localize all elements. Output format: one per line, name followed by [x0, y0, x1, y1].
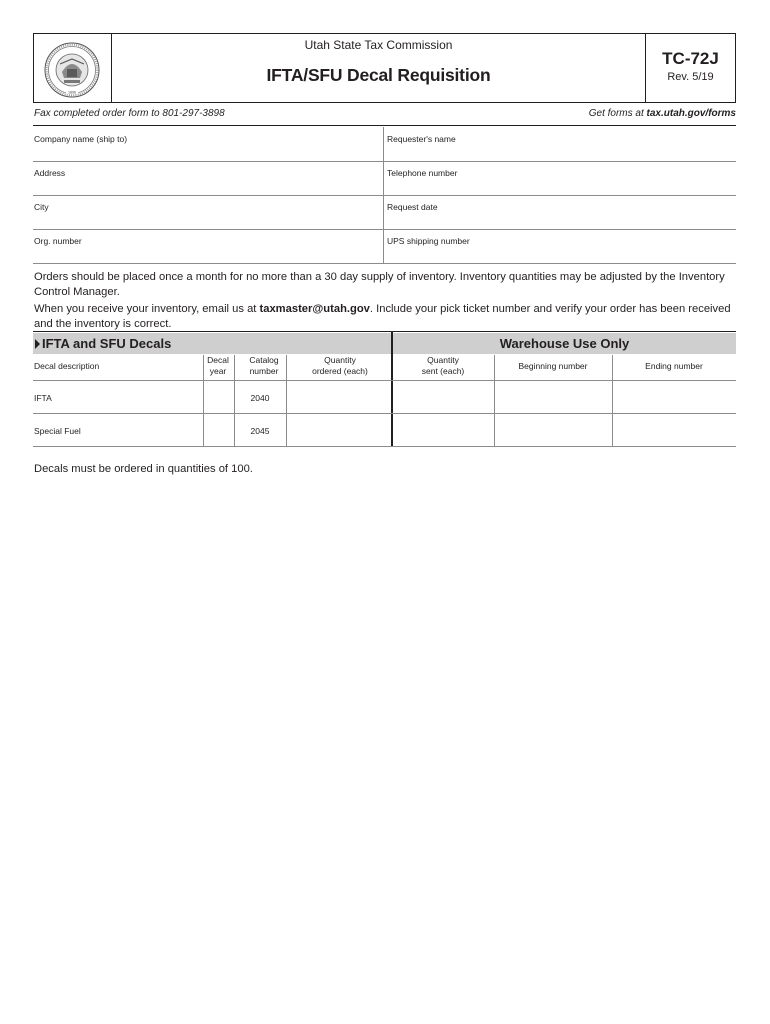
ifta-qty-ordered-input[interactable]: [287, 381, 391, 413]
form-title: IFTA/SFU Decal Requisition: [266, 65, 491, 85]
col-header-decal-year-line1: Decal: [207, 355, 229, 365]
col-header-beginning: Beginning number: [518, 361, 588, 371]
form-header: [33, 33, 736, 103]
col-header-decal-year: [203, 355, 233, 377]
decals-section-header: [33, 333, 391, 354]
company-name-field[interactable]: Company name (ship to): [34, 134, 128, 144]
field-divider: [383, 127, 384, 161]
request-date-field[interactable]: Request date: [387, 202, 438, 212]
city-field[interactable]: City: [34, 202, 49, 212]
ups-shipping-field[interactable]: UPS shipping number: [387, 236, 470, 246]
requester-name-field[interactable]: Requester's name: [387, 134, 456, 144]
email-instructions: [34, 302, 739, 331]
order-frequency-note: Orders should be placed once a month for no more than a 30 day supply of inventory. Inventory quantities may be adjusted by the Inventory Control Manager.: [34, 271, 725, 298]
address-field[interactable]: Address: [34, 168, 66, 178]
forms-url-link[interactable]: tax.utah.gov/forms: [646, 108, 736, 119]
column-divider: [494, 355, 495, 447]
org-number-field[interactable]: Org. number: [34, 236, 82, 246]
triangle-right-icon: [35, 339, 40, 349]
telephone-field[interactable]: Telephone number: [387, 168, 458, 178]
seal-cell: [34, 34, 112, 102]
col-header-qty-ordered-line2: ordered (each): [312, 366, 368, 376]
column-divider: [612, 355, 613, 447]
row-ifta-description: IFTA: [34, 393, 52, 403]
warehouse-section-header: Warehouse Use Only: [393, 333, 736, 354]
col-header-qty-sent-line2: sent (each): [421, 366, 465, 376]
row-ifta-catalog: 2040: [250, 393, 270, 403]
row-special-fuel-description: Special Fuel: [34, 426, 81, 436]
state-seal-icon: [42, 42, 102, 98]
table-rule: [33, 446, 736, 447]
table-top-rule: [33, 331, 736, 332]
col-header-description: Decal description: [34, 361, 100, 371]
title-cell: [111, 34, 646, 102]
quantity-note: Decals must be ordered in quantities of 100.: [34, 463, 253, 475]
field-divider: [383, 195, 384, 229]
field-row-company: [33, 127, 736, 162]
row-special-fuel-catalog: 2045: [250, 426, 270, 436]
col-header-ending: Ending number: [645, 361, 703, 371]
col-header-qty-sent-line1: Quantity: [427, 355, 459, 365]
field-row-org: [33, 229, 736, 264]
col-header-qty-ordered-line1: Quantity: [324, 355, 356, 365]
field-row-address: [33, 161, 736, 196]
fax-instructions: Fax completed order form to 801-297-3898: [34, 108, 225, 119]
email-text-before: When you receive your inventory, email us at: [34, 303, 260, 315]
col-header-qty-ordered: [288, 355, 392, 377]
form-id-cell: [645, 34, 735, 102]
col-header-decal-year-line2: year: [209, 366, 227, 376]
svg-text:1896: 1896: [68, 90, 76, 95]
special-fuel-year-input[interactable]: [204, 414, 233, 446]
col-header-catalog: [240, 355, 288, 377]
get-forms-line: [589, 108, 736, 119]
revision-date: Rev. 5/19: [667, 71, 714, 83]
email-text-after: . Include your pick ticket number and verify your order has been received and the inventory is correct.: [34, 303, 731, 330]
email-link[interactable]: taxmaster@utah.gov: [259, 303, 370, 315]
special-fuel-qty-ordered-input[interactable]: [287, 414, 391, 446]
field-divider: [383, 229, 384, 263]
header-rule: [33, 125, 736, 126]
col-header-catalog-line2: number: [249, 366, 279, 376]
agency-name: Utah State Tax Commission: [304, 38, 453, 52]
form-number: TC-72J: [662, 49, 719, 68]
warehouse-divider: [391, 331, 393, 447]
ifta-year-input[interactable]: [204, 381, 233, 413]
field-divider: [383, 161, 384, 195]
col-header-catalog-line1: Catalog: [249, 355, 279, 365]
field-row-city: [33, 195, 736, 230]
get-forms-prefix: Get forms at: [588, 108, 647, 119]
decals-section-title: IFTA and SFU Decals: [42, 336, 172, 351]
col-header-qty-sent: [392, 355, 494, 377]
